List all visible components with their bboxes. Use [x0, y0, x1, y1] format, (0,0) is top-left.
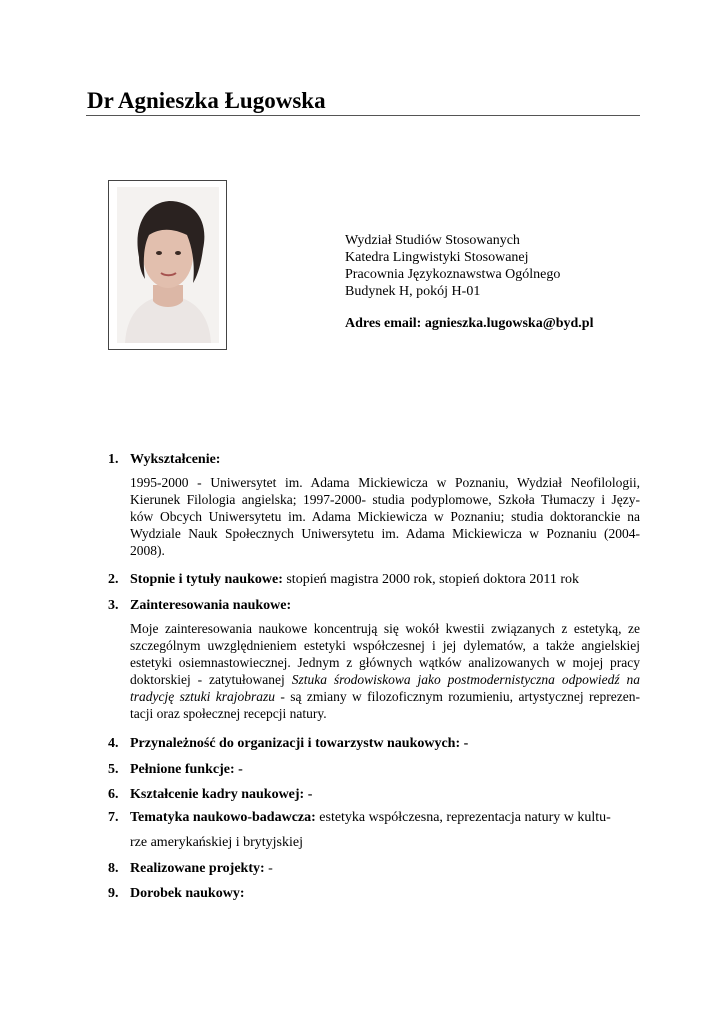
section-number: 8.: [108, 861, 119, 876]
paragraph-line: estetyki osiemnastowiecznej. Jednym z głównych wątków analizowanych w mojej pracy: [130, 655, 640, 670]
section-title: Kształcenie kadry naukowej: -: [130, 787, 313, 802]
section-9-heading: [108, 885, 245, 902]
paragraph-line: [130, 688, 640, 705]
section-3-heading: [108, 597, 291, 614]
paragraph-line: Kierunek Filologia angielska; 1997-2000- studia podyplomowe, Szkoła Tłumaczy i Języ-: [130, 492, 640, 507]
section-title: Zainteresowania naukowe:: [130, 598, 292, 613]
section-number: 2.: [108, 572, 119, 587]
section-number: 4.: [108, 736, 119, 751]
section-1-heading: [108, 451, 220, 468]
section-text: rze amerykańskiej i brytyjskiej: [130, 835, 303, 850]
section-6-heading: [108, 786, 312, 803]
section-title: Przynależność do organizacji i towarzystw naukowych: -: [130, 736, 469, 751]
section-text: estetyka współczesna, reprezentacja natury w kultu-: [315, 810, 611, 825]
section-1-paragraph: [130, 474, 640, 559]
paragraph-line: [130, 671, 640, 688]
text-run: doktorskiej - zatytułowanej: [130, 672, 292, 687]
italic-title: tradycję sztuki krajobrazu: [130, 689, 275, 704]
title-divider: [86, 115, 640, 116]
paragraph-line: ków Obcych Uniwersytetu im. Adama Mickiewicza w Poznaniu; studia doktoranckie na: [130, 509, 640, 524]
paragraph-line: 1995-2000 - Uniwersytet im. Adama Mickiewicza w Poznaniu, Wydział Neofilologii,: [130, 475, 640, 490]
paragraph-line: tacji oraz społecznej recepcji natury.: [130, 706, 327, 721]
section-title: Dorobek naukowy:: [130, 886, 245, 901]
affiliation-line: Wydział Studiów Stosowanych: [345, 233, 520, 248]
section-number: 7.: [108, 810, 119, 825]
section-7-heading: [108, 809, 611, 826]
text-run: - są zmiany w filozoficznym rozumieniu, artystycznej reprezen-: [275, 689, 640, 704]
section-4-heading: [108, 735, 468, 752]
section-title: Wykształcenie:: [130, 452, 221, 467]
page-title: Dr Agnieszka Ługowska: [87, 88, 326, 113]
section-3-paragraph: [130, 620, 640, 722]
section-number: 9.: [108, 886, 119, 901]
section-text: -: [264, 861, 273, 876]
section-title: Stopnie i tytuły naukowe:: [130, 572, 283, 587]
email-address[interactable]: agnieszka.lugowska@byd.pl: [424, 316, 594, 331]
portrait-photo: [117, 187, 219, 343]
section-number: 1.: [108, 452, 119, 467]
section-5-heading: [108, 761, 243, 778]
affiliation-line: Pracownia Językoznawstwa Ogólnego: [345, 267, 561, 282]
section-2-heading: [108, 571, 579, 588]
paragraph-line: Moje zainteresowania naukowe koncentrują się wokół kwestii związanych z estetyką, ze: [130, 621, 640, 636]
email-line: [345, 316, 593, 332]
paragraph-line: Wydziale Nauk Społecznych Uniwersytetu im. Adama Mickiewicza w Poznaniu (2004-: [130, 526, 640, 541]
email-label: Adres email:: [345, 316, 422, 331]
affiliation-line: Katedra Lingwistyki Stosowanej: [345, 250, 529, 265]
affiliation-block: [345, 232, 560, 300]
paragraph-line: 2008).: [130, 543, 165, 558]
section-number: 5.: [108, 762, 119, 777]
section-7-continuation: [130, 834, 303, 851]
italic-title: Sztuka środowiskowa jako postmodernistyczna odpowiedź na: [291, 672, 640, 687]
section-8-heading: [108, 860, 273, 877]
portrait-photo-frame: [108, 180, 227, 350]
paragraph-line: szczególnym uwzględnieniem estetyki współczesnej i jej dylematów, a także angielskiej: [130, 638, 640, 653]
section-title: Realizowane projekty:: [130, 861, 265, 876]
section-number: 6.: [108, 787, 119, 802]
section-title: Pełnione funkcje: -: [130, 762, 243, 777]
section-number: 3.: [108, 598, 119, 613]
section-title: Tematyka naukowo-badawcza:: [130, 810, 316, 825]
affiliation-line: Budynek H, pokój H-01: [345, 284, 481, 299]
section-text: stopień magistra 2000 rok, stopień doktora 2011 rok: [282, 572, 580, 587]
